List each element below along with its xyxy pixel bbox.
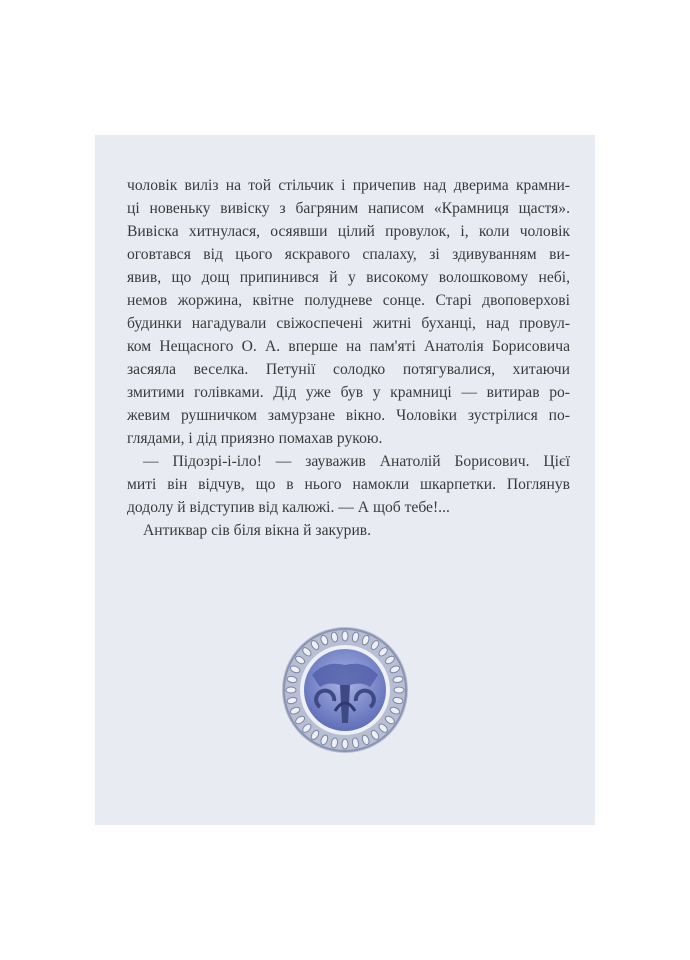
- text-line: додолу й відступив від калюжі. — А щоб тебе!...: [127, 499, 450, 516]
- text-line: змитими голівками. Дід уже був у крамниці — витирав ро-: [127, 384, 570, 401]
- text-line: Вивіска хитнулася, осяявши цілий провулок, і, коли чоловік: [127, 223, 570, 240]
- text-line: миті він відчув, що в нього намокли шкарпетки. Поглянув: [127, 476, 570, 493]
- text-line: явив, що дощ припинився й у високому волошковому небі,: [127, 269, 570, 286]
- ornament-medallion-icon: [280, 625, 410, 755]
- text-line: оговтався від цього яскравого спалаху, зі здивуванням ви-: [127, 246, 570, 263]
- text-line: чоловік виліз на той стільчик і причепив над дверима крамни-: [127, 177, 570, 194]
- text-line: немов жоржина, квітне полудневе сонце. Старі двоповерхові: [127, 292, 570, 309]
- text-line: — Підозрі-і-іло! — зауважив Анатолій Борисович. Цієї: [143, 453, 570, 470]
- ornament-bead: [342, 739, 348, 749]
- text-line: Антиквар сів біля вікна й закурив.: [143, 522, 372, 539]
- ornament-bead: [286, 687, 296, 693]
- body-text: [127, 174, 570, 542]
- text-line: ці новеньку вивіску з багряним написом «Крамниця щастя».: [127, 200, 570, 217]
- text-line: глядами, і дід приязно помахав рукою.: [127, 430, 383, 447]
- text-line: ком Нещасного О. А. вперше на пам'яті Анатолія Борисовича: [127, 338, 570, 355]
- text-line: жевим рушничком замурзане вікно. Чоловіки зустрілися по-: [127, 407, 570, 424]
- text-line: засяяла веселка. Петунії солодко потягувалися, хитаючи: [127, 361, 570, 378]
- ornament-bead: [394, 687, 404, 693]
- ornament-bead: [342, 631, 348, 641]
- text-line: будинки нагадували свіжоспечені житні буханці, над провул-: [127, 315, 570, 332]
